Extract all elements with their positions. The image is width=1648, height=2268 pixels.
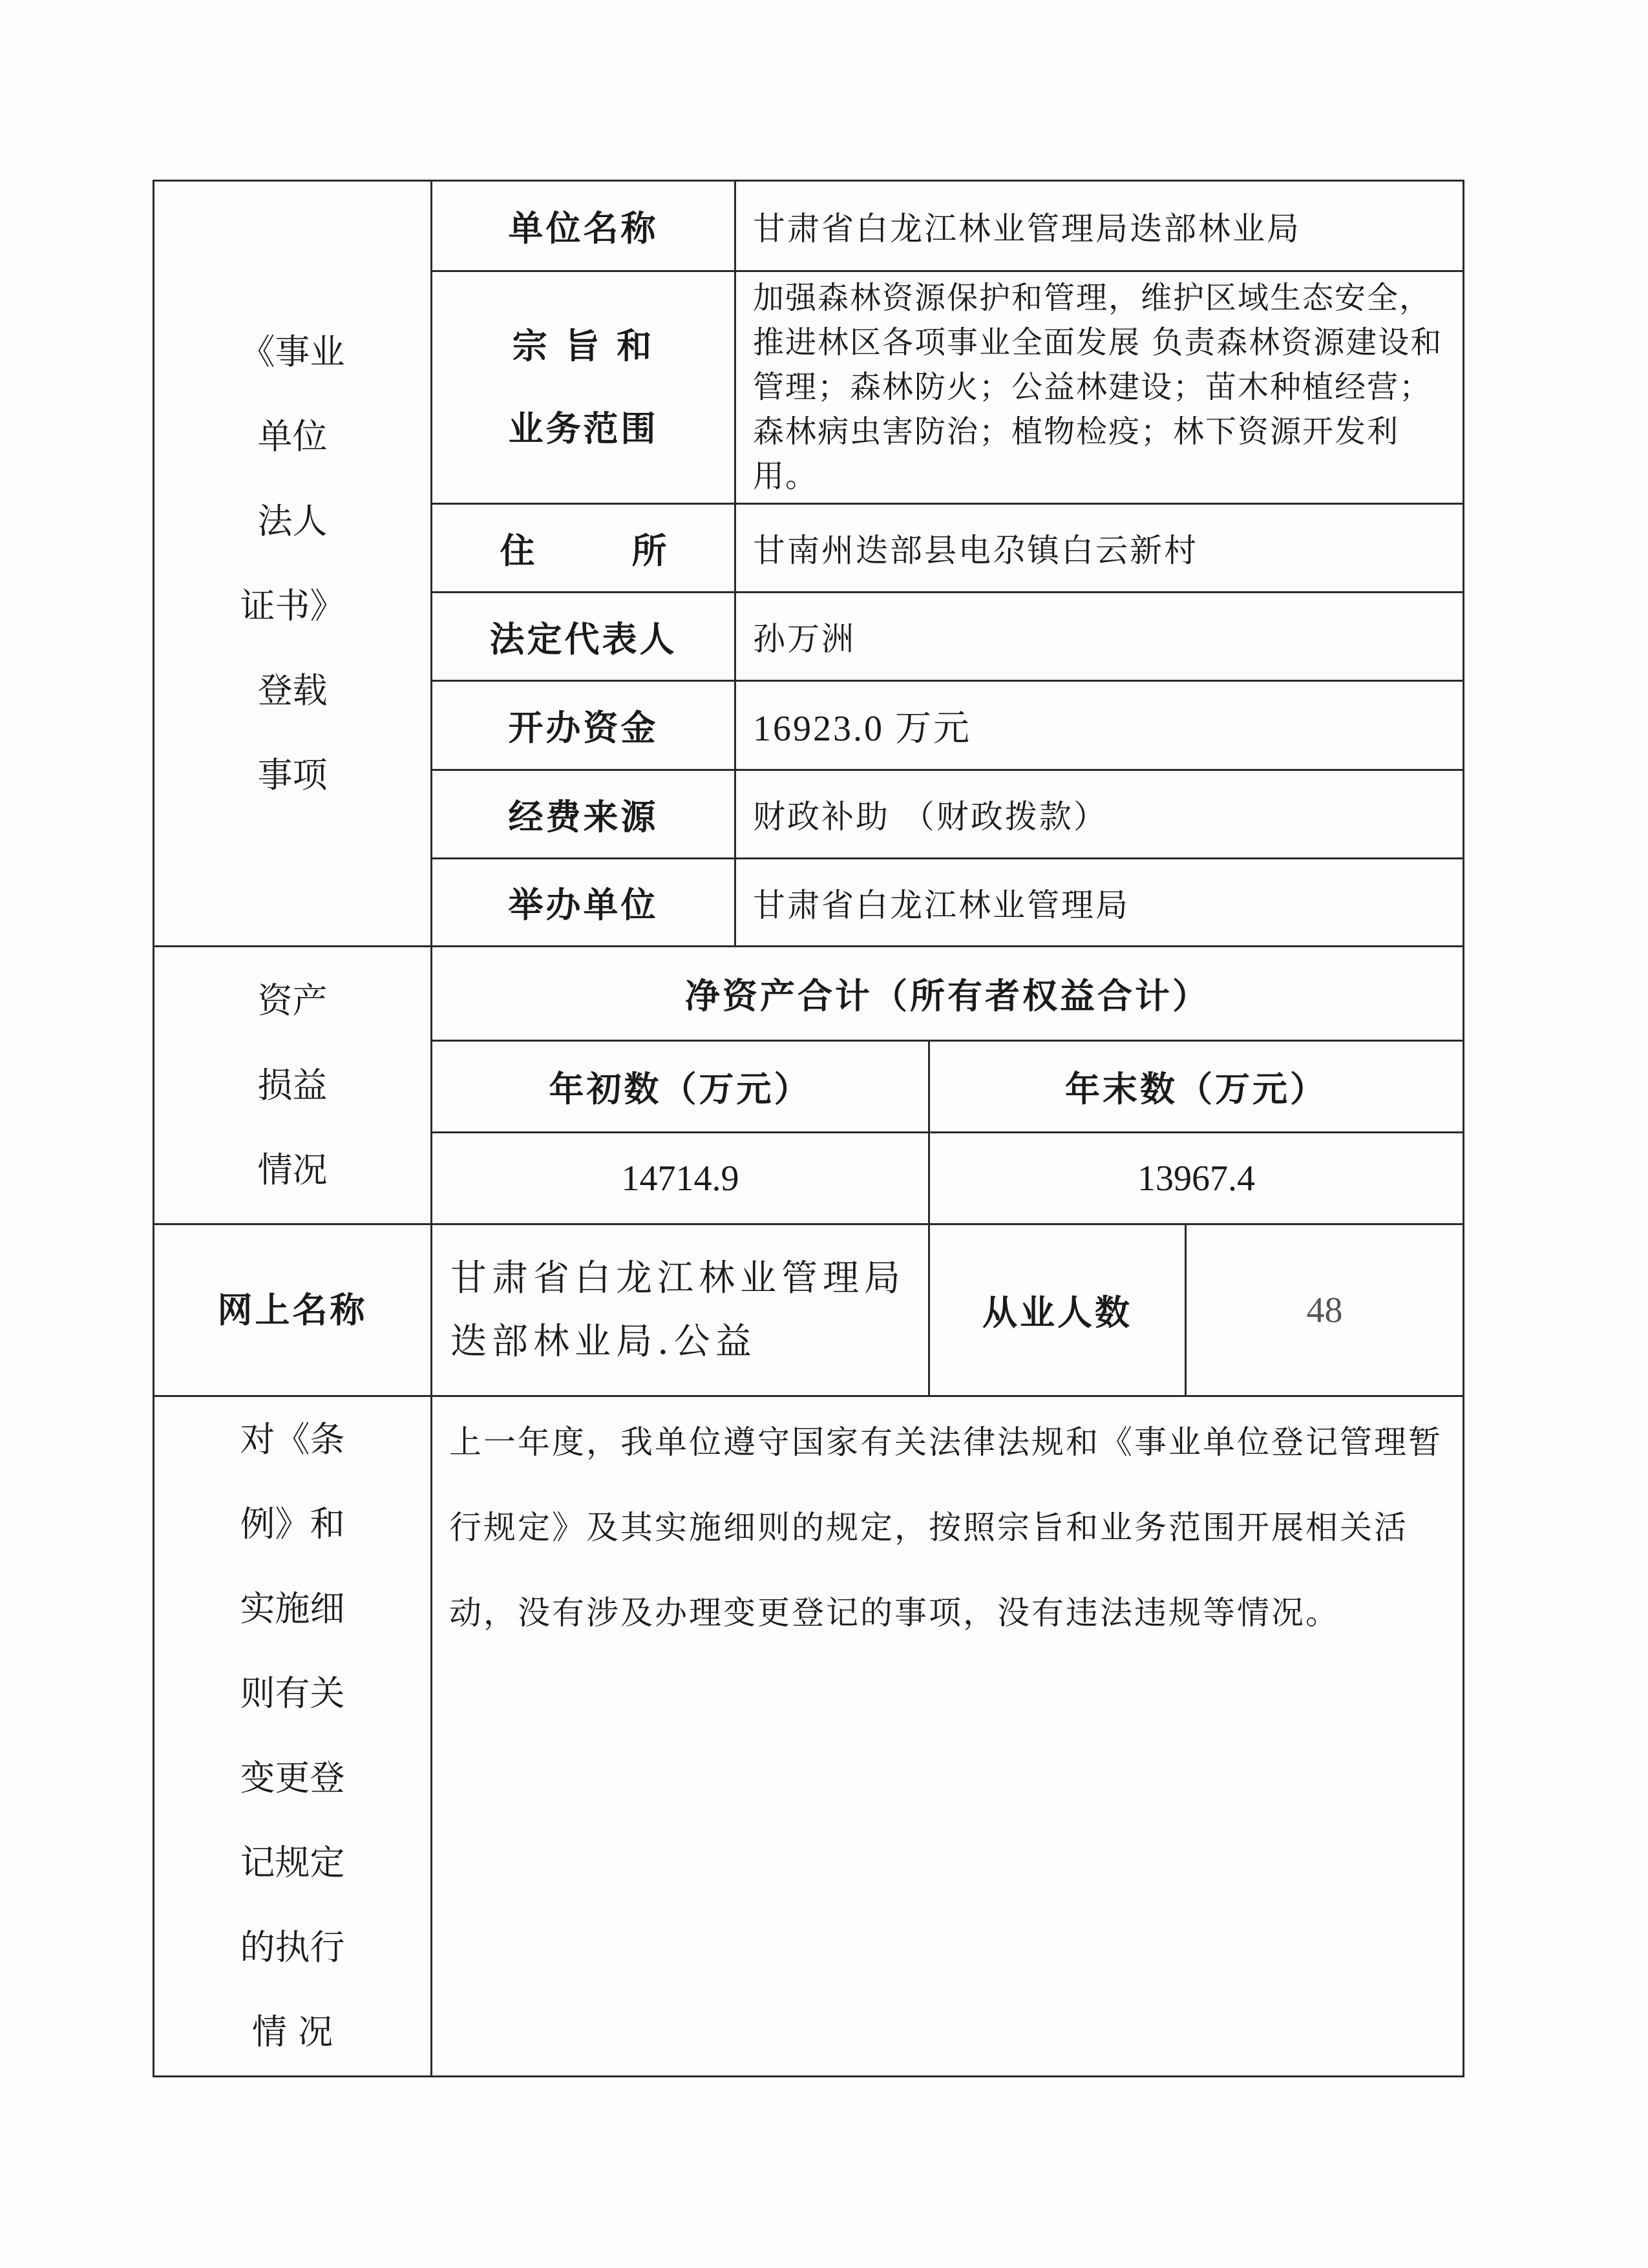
capital-value: 16923.0 万元 xyxy=(735,681,1464,770)
staff-count-label: 从业人数 xyxy=(929,1224,1186,1396)
certificate-title-line: 《事业 xyxy=(240,331,345,372)
unit-name-value: 甘肃省白龙江林业管理局迭部林业局 xyxy=(735,181,1464,271)
legal-rep-value: 孙万洲 xyxy=(735,593,1464,681)
purpose-label-line: 宗 旨 和 xyxy=(512,325,655,366)
compliance-title-line: 对《条 xyxy=(240,1419,345,1460)
purpose-scope-value: 加强森林资源保护和管理，维护区域生态安全，推进林区各项事业全面发展 负责森林资源建设和管理；森林防火；公益林建设；苗木种植经营；森林病虫害防治；植物检疫；林下资源开发利用。 xyxy=(735,271,1464,504)
legal-rep-label: 法定代表人 xyxy=(432,593,735,681)
sponsor-label: 举办单位 xyxy=(432,859,735,947)
compliance-title-line: 的执行 xyxy=(240,1927,345,1968)
assets-title-line: 情况 xyxy=(257,1150,328,1190)
funding-source-label: 经费来源 xyxy=(432,770,735,859)
row-compliance xyxy=(154,1396,1464,2077)
assets-title-line: 资产 xyxy=(257,980,328,1021)
online-name-value: 甘肃省白龙江林业管理局迭部林业局.公益 xyxy=(432,1224,929,1396)
address-label-part: 住 xyxy=(500,530,535,571)
year-start-value: 14714.9 xyxy=(432,1133,929,1224)
compliance-title-line: 情 况 xyxy=(251,2011,333,2052)
compliance-title-line: 变更登 xyxy=(240,1758,345,1798)
compliance-section-title xyxy=(154,1396,432,2077)
certificate-title-line: 证书》 xyxy=(240,585,345,626)
staff-count-value: 48 xyxy=(1186,1224,1464,1396)
compliance-title-line: 例》和 xyxy=(240,1504,345,1544)
online-name-label: 网上名称 xyxy=(154,1224,432,1396)
compliance-text: 上一年度，我单位遵守国家有关法律法规和《事业单位登记管理暂行规定》及其实施细则的规定，按照宗旨和业务范围开展相关活动，没有涉及办理变更登记的事项，没有违法违规等情况。 xyxy=(432,1396,1464,2077)
capital-label: 开办资金 xyxy=(432,681,735,770)
compliance-title-line: 实施细 xyxy=(240,1588,345,1629)
funding-source-value: 财政补助 （财政拨款） xyxy=(735,770,1464,859)
address-label-part: 所 xyxy=(631,530,667,571)
annual-report-table xyxy=(153,180,1464,2077)
sponsor-value: 甘肃省白龙江林业管理局 xyxy=(735,859,1464,947)
certificate-title-line: 单位 xyxy=(257,416,328,457)
unit-name-label: 单位名称 xyxy=(432,181,735,271)
year-end-label: 年末数（万元） xyxy=(929,1041,1464,1133)
net-assets-header: 净资产合计（所有者权益合计） xyxy=(432,947,1464,1041)
compliance-section-title-lines xyxy=(154,1397,430,2074)
certificate-section-title xyxy=(154,181,432,947)
assets-title-line: 损益 xyxy=(257,1065,328,1106)
certificate-title-line: 法人 xyxy=(257,501,328,541)
address-value: 甘南州迭部县电尕镇白云新村 xyxy=(735,504,1464,593)
row-unit-name xyxy=(154,181,1464,271)
row-assets-header xyxy=(154,947,1464,1041)
address-label xyxy=(432,504,735,593)
purpose-label-line: 业务范围 xyxy=(508,408,659,449)
compliance-title-line: 记规定 xyxy=(240,1842,345,1883)
compliance-title-line: 则有关 xyxy=(240,1673,345,1714)
row-online-name xyxy=(154,1224,1464,1396)
certificate-title-line: 登载 xyxy=(257,670,328,711)
year-end-value: 13967.4 xyxy=(929,1133,1464,1224)
assets-section-title-lines xyxy=(154,958,430,1212)
certificate-section-title-lines xyxy=(154,310,430,817)
purpose-scope-label xyxy=(432,271,735,504)
certificate-title-line: 事项 xyxy=(257,755,328,795)
year-start-label: 年初数（万元） xyxy=(432,1041,929,1133)
assets-section-title xyxy=(154,947,432,1224)
